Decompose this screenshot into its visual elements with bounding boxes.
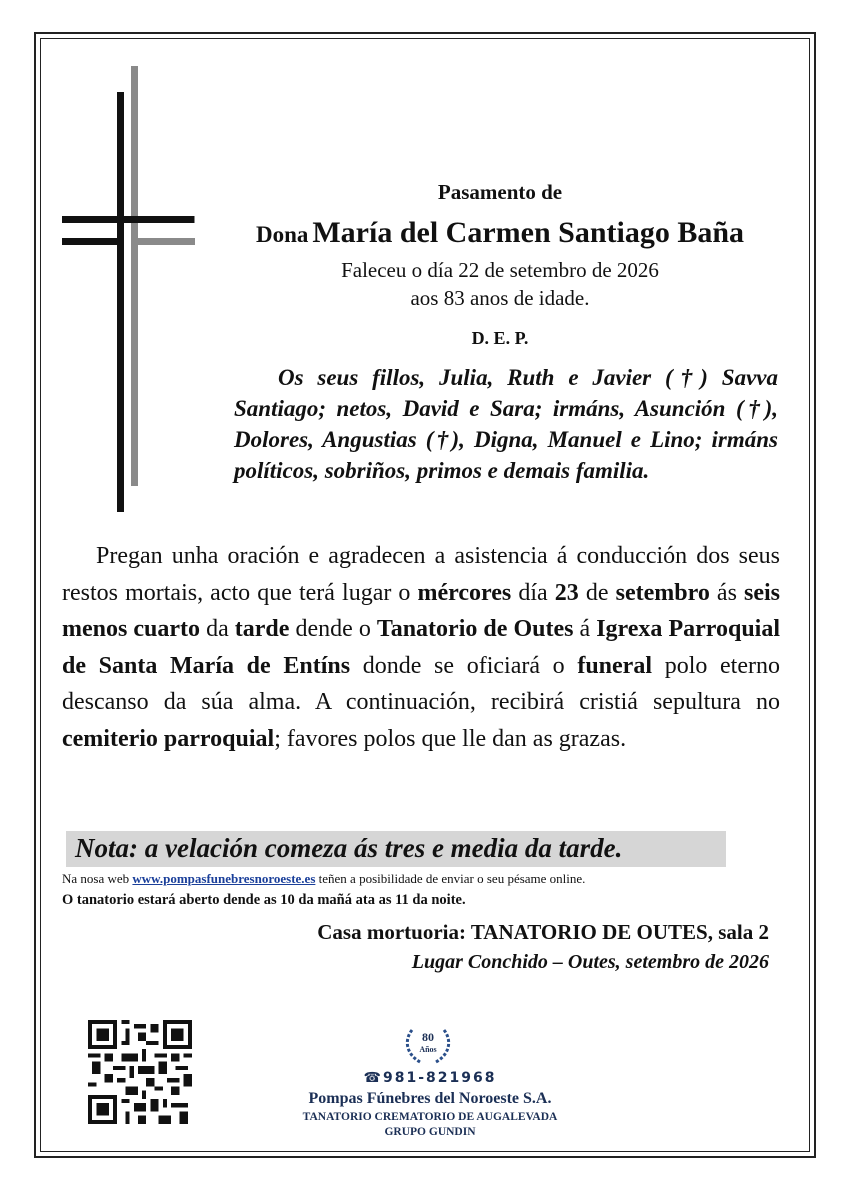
body-text: ás bbox=[716, 579, 737, 606]
body-bold: tarde bbox=[234, 616, 290, 642]
cross-black-horizontal bbox=[62, 216, 194, 223]
phone-icon: ☎ bbox=[363, 1070, 383, 1086]
body-bold: cemiterio parroquial bbox=[62, 725, 275, 752]
phone-line bbox=[230, 1070, 630, 1086]
body-text: donde se oficiará o bbox=[362, 652, 565, 679]
company-subtitle: TANATORIO CREMATORIO DE AUGALEVADA bbox=[302, 1111, 558, 1123]
body-bold: Igrexa Parroquial de Santa María de Entíns bbox=[62, 616, 781, 679]
family-list bbox=[234, 362, 778, 486]
body-bold: mércores bbox=[417, 579, 512, 606]
ceremony-paragraph bbox=[62, 538, 780, 757]
phone-number: 981-821968 bbox=[382, 1070, 497, 1086]
death-date: Faleceu o día 22 de setembro de 2026 bbox=[341, 258, 659, 282]
company-name: Pompas Fúnebres del Noroeste S.A. bbox=[308, 1090, 552, 1107]
body-text: Pregan unha oración e agradecen a asistencia á conducción dos seus restos mortais, acto que terá lugar o bbox=[62, 543, 780, 606]
qr-code-icon bbox=[88, 1020, 192, 1124]
body-text: polo eterno descanso da súa alma. A continuación, recibirá cristiá sepultura no bbox=[62, 652, 780, 715]
casa-sala: , sala 2 bbox=[707, 920, 769, 944]
body-bold: 23 bbox=[554, 579, 579, 606]
body-text: ; favores polos que lle dan as grazas. bbox=[274, 725, 627, 752]
age: aos 83 anos de idade. bbox=[410, 286, 590, 310]
deceased-name-line bbox=[210, 216, 790, 250]
body-text: dende o bbox=[295, 616, 371, 642]
body-text: día bbox=[518, 579, 548, 606]
body-bold: funeral bbox=[577, 652, 653, 679]
body-bold: setembro bbox=[615, 579, 710, 606]
logo-number: 80 bbox=[422, 1030, 434, 1044]
logo-word: Años bbox=[419, 1045, 437, 1054]
cross-black-horizontal-2 bbox=[62, 238, 122, 245]
company-group: GRUPO GUNDIN bbox=[384, 1126, 476, 1138]
dep-text: D. E. P. bbox=[471, 328, 529, 348]
pasamento-heading: Pasamento de bbox=[437, 180, 563, 204]
honorific: Dona bbox=[255, 222, 309, 247]
cross-gray-horizontal-2 bbox=[131, 238, 195, 245]
place-date: Lugar Conchido – Outes, setembro de 2026 bbox=[411, 951, 769, 973]
web-line bbox=[62, 871, 585, 887]
anniversary-laurel-icon bbox=[400, 1020, 456, 1068]
body-text: de bbox=[585, 579, 609, 606]
body-text: á bbox=[579, 616, 591, 642]
casa-mortuoria bbox=[317, 920, 769, 945]
casa-label: Casa mortuoria: TANATORIO DE OUTES bbox=[317, 920, 708, 944]
family-text: Os seus fillos, Julia, Ruth e Javier (†) Savva Santiago; netos, David e Sara; irmáns, Asunción (†), Dolores, Angustias (†), Digna, Manuel e Lino; irmáns políticos, sobriños, primos e demais familia. bbox=[234, 365, 778, 483]
cross-black-vertical bbox=[117, 92, 124, 512]
web-prefix: Na nosa web bbox=[62, 871, 130, 886]
body-bold: Tanatorio de Outes bbox=[376, 616, 574, 642]
body-text: da bbox=[206, 616, 229, 642]
deceased-name: María del Carmen Santiago Baña bbox=[312, 216, 745, 249]
website-link[interactable]: www.pompasfunebresnoroeste.es bbox=[132, 871, 316, 886]
cross-gray-vertical bbox=[131, 66, 138, 486]
web-suffix: teñen a posibilidade de enviar o seu pésame online. bbox=[318, 871, 586, 886]
nota-text: Nota: a velación comeza ás tres e media da tarde. bbox=[75, 833, 623, 863]
body-bold: seis menos cuarto bbox=[62, 579, 781, 642]
opening-hours: O tanatorio estará aberto dende as 10 da mañá ata as 11 da noite. bbox=[62, 892, 466, 908]
